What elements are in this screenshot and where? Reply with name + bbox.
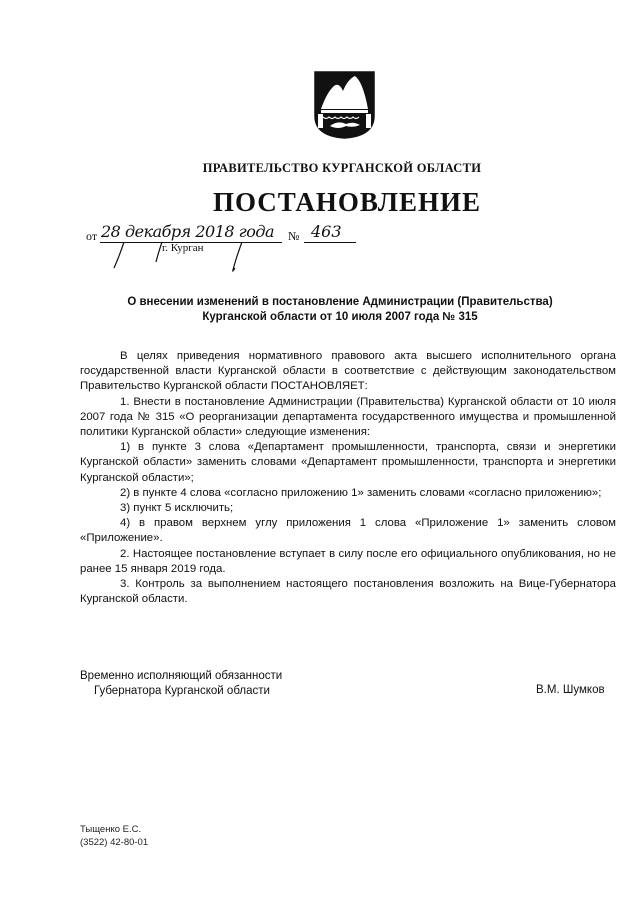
document-title: ПОСТАНОВЛЕНИЕ [212,187,482,217]
body-paragraph: 4) в правом верхнем углу приложения 1 слова «Приложение 1» заменить словом «Приложение». [80,517,616,545]
document-subject [60,295,620,325]
subject-line-2: Курганской области от 10 июля 2007 года № 315 [202,311,478,323]
handwritten-number: 463 [311,222,342,241]
body-paragraph: 2) в пункте 4 слова «согласно приложению 1» заменить словами «согласно приложению»; [120,486,602,499]
body-paragraph: 3) пункт 5 исключить; [120,502,234,515]
handwritten-date: 28 декабря 2018 года [101,222,275,241]
city-label: г. Курган [162,242,204,254]
executor-phone: (3522) 42-80-01 [80,837,149,848]
body-paragraph: 1. Внести в постановление Администрации (Правительства) Курганской области от 10 июля 2007 года № 315 «О реорганизации департамента государственного имущества и промышленной политики Курганской области» следующие изменения: [80,395,616,439]
date-prefix: от [86,229,98,243]
coat-of-arms-icon [313,70,376,140]
body-paragraph: 3. Контроль за выполнением настоящего постановления возложить на Вице-Губернатора Курганской области. [80,578,616,606]
executor-name: Тыщенко Е.С. [80,824,142,835]
number-prefix: № [288,229,300,243]
date-number-line [86,222,386,272]
handwriting-flourish-icon [86,222,386,272]
government-name: ПРАВИТЕЛЬСТВО КУРГАНСКОЙ ОБЛАСТИ [202,161,482,175]
body-paragraph: 1) в пункте 3 слова «Департамент промышленности, транспорта, связи и энергетики Курганской области» заменить словами «Департамент промышленности, транспорта и энергетики Курганской области»; [80,441,616,484]
body-paragraph: В целях приведения нормативного правового акта высшего исполнительного органа государственной власти Курганской области в соответствие с действующим законодательством Правительство Курганской области ПОСТАНОВЛЯЕТ: [80,350,616,393]
signatory-position [80,669,282,699]
body-paragraph: 2. Настоящее постановление вступает в силу после его официального опубликования, но не ранее 15 января 2019 года. [80,547,616,575]
subject-line-1: О внесении изменений в постановление Администрации (Правительства) [127,296,553,308]
executor-contact [80,823,148,849]
document-body [80,349,616,607]
position-line-2: Губернатора Курганской области [94,685,270,697]
signatory-name: В.М. Шумков [536,684,605,696]
position-line-1: Временно исполняющий обязанности [80,670,283,682]
